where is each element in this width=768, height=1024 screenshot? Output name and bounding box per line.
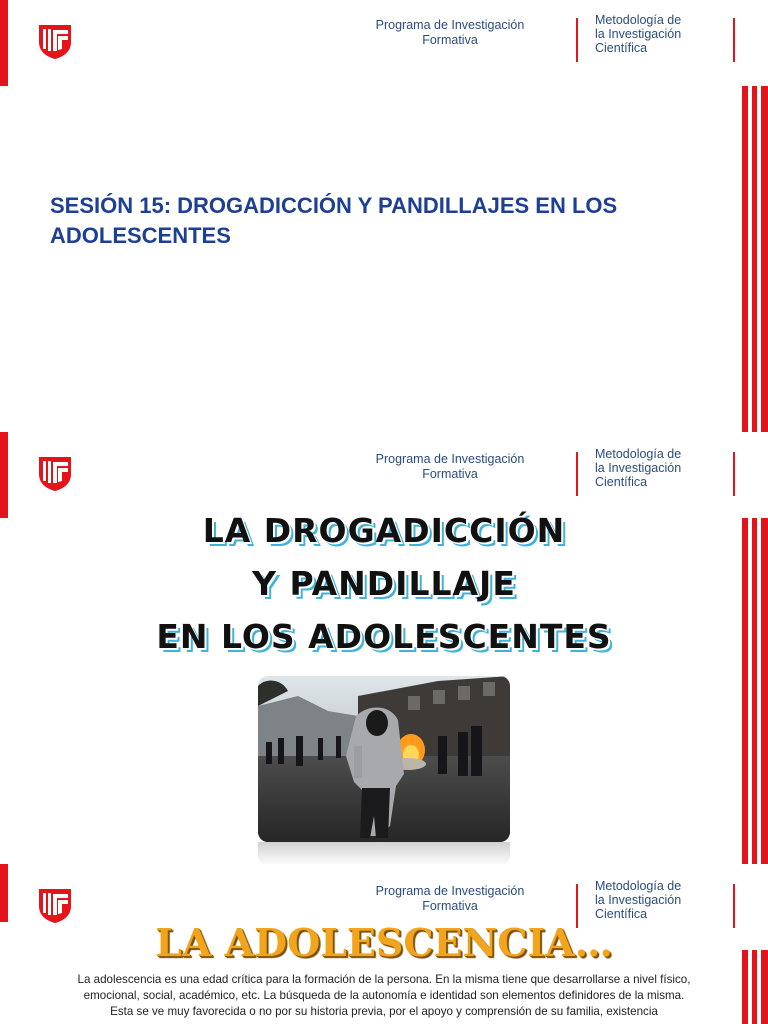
methodology-line-1: Metodología de <box>595 879 682 893</box>
program-line-1: Programa de Investigación <box>375 452 525 466</box>
header-right-divider <box>733 18 735 62</box>
methodology-line-2: la Investigación <box>595 27 682 41</box>
program-line-2: Formativa <box>422 33 478 47</box>
slide-title <box>0 504 768 663</box>
program-line-2: Formativa <box>422 899 478 913</box>
body-text <box>50 972 718 1020</box>
riot-photo <box>258 676 510 842</box>
title-line-1: LA DROGADICCIÓN <box>202 511 566 550</box>
slide-3 <box>0 864 768 1024</box>
left-accent-bar <box>0 0 8 86</box>
methodology-header <box>595 447 735 489</box>
methodology-line-2: la Investigación <box>595 461 682 475</box>
left-accent-bar <box>0 864 8 922</box>
program-header <box>330 884 570 914</box>
methodology-line-1: Metodología de <box>595 447 682 461</box>
header-divider <box>576 18 578 62</box>
session-title: SESIÓN 15: DROGADICCIÓN Y PANDILLAJES EN LOS ADOLESCENTES <box>50 193 618 248</box>
methodology-line-3: Científica <box>595 41 648 55</box>
body-paragraph: La adolescencia es una edad crítica para la formación de la persona. En la misma tiene que desarrollarse a nivel físico, emocional, social, académico, etc. La búsqueda de la autonomía e identidad son elementos definidores de la misma. <box>77 973 691 1002</box>
title-line-2: Y PANDILLAJE <box>252 564 516 603</box>
photo-reflection <box>258 842 510 864</box>
methodology-line-3: Científica <box>595 907 648 921</box>
slide-1 <box>0 0 768 432</box>
program-line-1: Programa de Investigación <box>375 884 525 898</box>
program-header <box>330 452 570 482</box>
header-right-divider <box>733 452 735 496</box>
methodology-line-2: la Investigación <box>595 893 682 907</box>
university-logo-icon <box>38 456 72 492</box>
methodology-line-3: Científica <box>595 475 648 489</box>
program-header <box>330 18 570 48</box>
methodology-line-1: Metodología de <box>595 13 682 27</box>
slide-title: LA ADOLESCENCIA… <box>155 920 613 965</box>
slide-2 <box>0 432 768 864</box>
program-line-1: Programa de Investigación <box>375 18 525 32</box>
right-stripes <box>742 86 768 432</box>
title-line-3: EN LOS ADOLESCENTES <box>156 617 612 656</box>
methodology-header <box>595 879 735 921</box>
header-divider <box>576 452 578 496</box>
university-logo-icon <box>38 24 72 60</box>
program-line-2: Formativa <box>422 467 478 481</box>
body-paragraph-cut: Esta se ve muy favorecida o no por su historia previa, por el apoyo y comprensión de su familia, existencia <box>110 1005 658 1018</box>
university-logo-icon <box>38 888 72 924</box>
methodology-header <box>595 13 735 55</box>
